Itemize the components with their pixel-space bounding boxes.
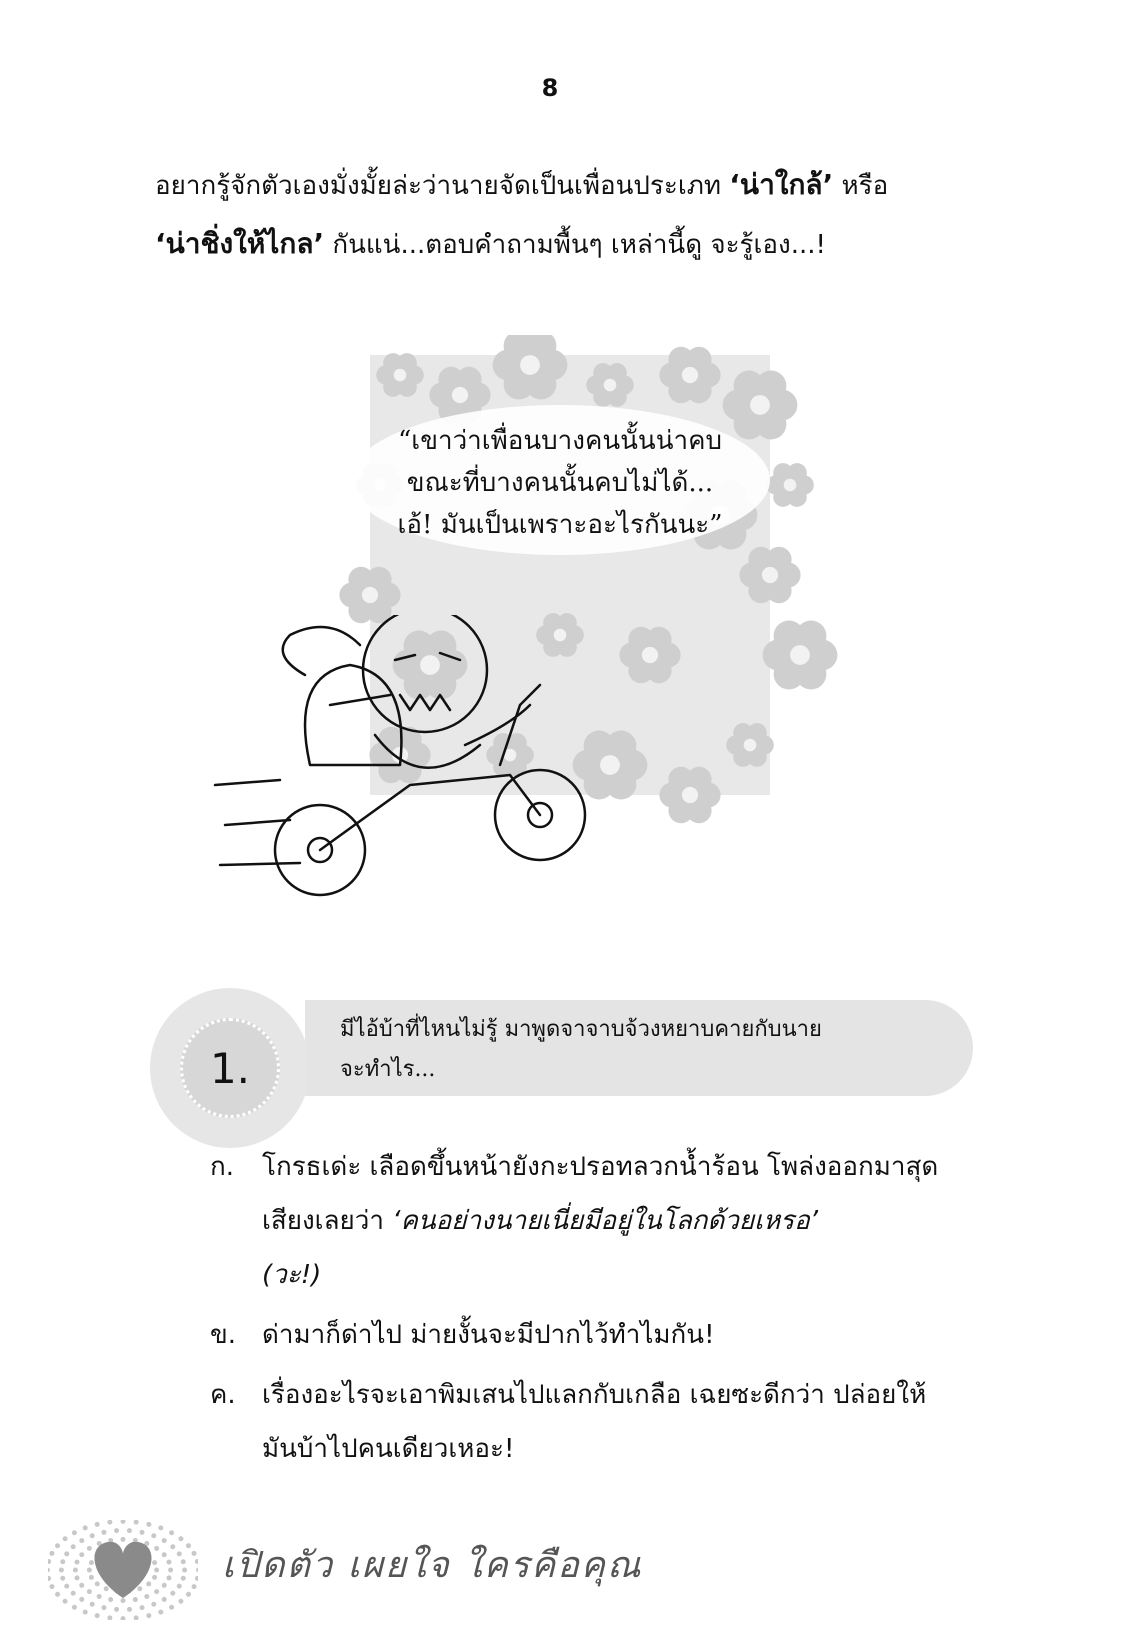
ornament-dot: [95, 1522, 100, 1527]
flower-center: [362, 587, 378, 603]
ornament-dot: [152, 1575, 157, 1580]
ornament-dot: [192, 1584, 197, 1589]
ornament-dot: [79, 1538, 84, 1543]
ornament-dot: [73, 1568, 78, 1573]
ornament-dot: [154, 1589, 159, 1594]
ornament-dot: [144, 1594, 149, 1599]
ornament-dot: [140, 1605, 145, 1610]
ornament-dot: [107, 1520, 112, 1525]
flower-center: [682, 367, 698, 383]
ornament-dot: [146, 1613, 151, 1618]
flower-center: [394, 369, 407, 382]
ornament-dot: [75, 1575, 80, 1580]
ornament-dot: [195, 1576, 198, 1581]
ornament-dot: [83, 1525, 88, 1530]
answer-text: เรื่องอะไรจะเอาพิมเสนไปแลกกับเกลือ เฉยซะดีกว่า ปล่อยให้มันบ้าไปคนเดียวเหอะ!: [262, 1380, 927, 1464]
answer-text: ด่ามาก็ด่าไป ม่ายงั้นจะมีปากไว้ทำไมกัน!: [262, 1320, 715, 1350]
flower-center: [520, 355, 540, 375]
ornament-dot: [137, 1586, 142, 1591]
ornament-dot: [60, 1576, 65, 1581]
ornament-dot: [151, 1602, 156, 1607]
ornament-dot: [49, 1584, 54, 1589]
ornament-dot: [95, 1581, 100, 1586]
question-text: [340, 1010, 940, 1090]
ornament-dot: [192, 1551, 197, 1556]
intro-emphasis: ‘น่าใกล้’: [729, 168, 834, 201]
ornament-dot: [121, 1616, 126, 1620]
ornament-dot: [181, 1559, 186, 1564]
ornament-dot: [107, 1615, 112, 1620]
ornament-dot: [186, 1543, 191, 1548]
speech-text: [350, 420, 770, 546]
ornament-dot: [154, 1546, 159, 1551]
ornament-dot: [72, 1530, 77, 1535]
ornament-dot: [162, 1583, 167, 1588]
ornament-dot: [182, 1568, 187, 1573]
ornament-dot: [79, 1597, 84, 1602]
ornament-dot: [168, 1568, 173, 1573]
ornament-dot: [87, 1546, 92, 1551]
ornament-dot: [75, 1560, 80, 1565]
ornament-dot: [162, 1552, 167, 1557]
ornament-dot: [127, 1607, 132, 1612]
ornament-dot: [71, 1591, 76, 1596]
ornament-dot: [146, 1581, 151, 1586]
ornament-dot: [146, 1522, 151, 1527]
ornament-dot: [170, 1591, 175, 1596]
ornament-dot: [79, 1583, 84, 1588]
illustration: [210, 335, 850, 925]
ornament-dot: [177, 1584, 182, 1589]
answer-label: ก.: [210, 1152, 235, 1182]
ornament-dot: [97, 1594, 102, 1599]
flower-center: [784, 479, 797, 492]
answer-text: โกรธเด่ะ เลือดขึ้นหน้ายังกะปรอทลวกน้ำร้อน โพล่งออกมาสุดเสียงเลยว่า: [262, 1152, 939, 1236]
speech-line: เอ้! มันเป็นเพราะอะไรกันนะ”: [397, 510, 723, 540]
ornament-dot: [154, 1568, 159, 1573]
ornament-dot: [195, 1559, 198, 1564]
ornament-dot: [48, 1559, 51, 1564]
motorcycle-drawing: [210, 615, 710, 925]
flower-center: [790, 645, 810, 665]
ornament-dot: [59, 1568, 64, 1573]
intro-paragraph: [155, 156, 945, 274]
ornament-dot: [114, 1607, 119, 1612]
ornament-dot: [90, 1602, 95, 1607]
ornament-dot: [87, 1589, 92, 1594]
ornament-dot: [134, 1615, 139, 1620]
speech-line: ขณะที่บางคนนั้นคบไม่ได้...: [406, 468, 714, 498]
ornament-dot: [60, 1559, 65, 1564]
answer-option-a: [210, 1140, 950, 1302]
ornament-dot: [181, 1576, 186, 1581]
page-number: 8: [541, 74, 559, 102]
ornament-dot: [169, 1530, 174, 1535]
ornament-dot: [90, 1533, 95, 1538]
ornament-dot: [64, 1551, 69, 1556]
ornament-dot: [71, 1544, 76, 1549]
question-line: มีไอ้บ้าที่ไหนไม่รู้ มาพูดจาจาบจ้วงหยาบคายกับนาย: [340, 1017, 822, 1042]
ornament-dot: [104, 1586, 109, 1591]
intro-text: กันแน่...ตอบคำถามพื้นๆ เหล่านี้ดู จะรู้เอง...!: [324, 230, 826, 260]
ornament-dot: [63, 1599, 68, 1604]
ornament-dot: [152, 1560, 157, 1565]
ornament-dot: [170, 1544, 175, 1549]
ornament-dot: [83, 1610, 88, 1615]
ornament-dot: [87, 1568, 92, 1573]
ornament-dot: [72, 1605, 77, 1610]
question-number-badge: [150, 988, 310, 1148]
ornament-dot: [101, 1530, 106, 1535]
ornament-dot: [121, 1520, 126, 1524]
ornament-dot: [108, 1597, 113, 1602]
flower-center: [604, 379, 617, 392]
ornament-dot: [134, 1520, 139, 1525]
answer-option-c: [210, 1368, 950, 1476]
ornament-dot: [162, 1597, 167, 1602]
flower-center: [452, 387, 468, 403]
answer-list: [210, 1140, 950, 1482]
question-number: 1.: [180, 1018, 280, 1118]
ornament-dot: [158, 1610, 163, 1615]
ornament-dot: [63, 1536, 68, 1541]
ornament-dot: [48, 1576, 51, 1581]
ornament-dot: [48, 1568, 50, 1573]
intro-emphasis: ‘น่าชิ่งให้ไกล’: [155, 227, 325, 260]
ornament-dot: [140, 1530, 145, 1535]
heart-icon: [48, 1520, 198, 1620]
question-line: จะทำไร...: [340, 1057, 436, 1082]
ornament-dot: [133, 1597, 138, 1602]
ornament-dot: [178, 1599, 183, 1604]
ornament-dot: [162, 1538, 167, 1543]
ornament-dot: [101, 1605, 106, 1610]
ornament-dot: [166, 1575, 171, 1580]
answer-tail: (วะ!): [262, 1260, 322, 1290]
ornament-dot: [121, 1598, 126, 1603]
ornament-dot: [151, 1533, 156, 1538]
ornament-dot: [186, 1592, 191, 1597]
ornament-dot: [114, 1528, 119, 1533]
book-title: เปิดตัว เผยใจ ใครคือคุณ: [222, 1545, 643, 1586]
intro-text: อยากรู้จักตัวเองมั่งมั้ยล่ะว่านายจัดเป็นเพื่อนประเภท: [155, 171, 730, 201]
speech-line: “เขาว่าเพื่อนบางคนนั้นน่าคบ: [398, 426, 722, 456]
ornament-dot: [127, 1528, 132, 1533]
intro-text: หรือ: [833, 171, 889, 201]
answer-option-b: [210, 1308, 950, 1362]
answer-quote: ‘คนอย่างนายเนี่ยมีอยู่ในโลกด้วยเหรอ’: [392, 1206, 818, 1236]
flower-center: [744, 739, 757, 752]
ornament-dot: [121, 1537, 126, 1542]
ornament-dot: [178, 1536, 183, 1541]
ornament-dot: [196, 1568, 198, 1573]
ornament-dot: [89, 1575, 94, 1580]
ornament-dot: [49, 1551, 54, 1556]
ornament-dot: [169, 1605, 174, 1610]
ornament-dot: [95, 1613, 100, 1618]
ornament-dot: [55, 1592, 60, 1597]
ornament-dot: [166, 1560, 171, 1565]
flower-center: [762, 567, 778, 583]
ornament-dot: [89, 1560, 94, 1565]
ornament-dot: [64, 1584, 69, 1589]
ornament-dot: [158, 1525, 163, 1530]
ornament-dot: [177, 1551, 182, 1556]
ornament-dot: [55, 1543, 60, 1548]
ornament-dot: [79, 1552, 84, 1557]
answer-label: ข.: [210, 1320, 237, 1350]
answer-label: ค.: [210, 1380, 236, 1410]
